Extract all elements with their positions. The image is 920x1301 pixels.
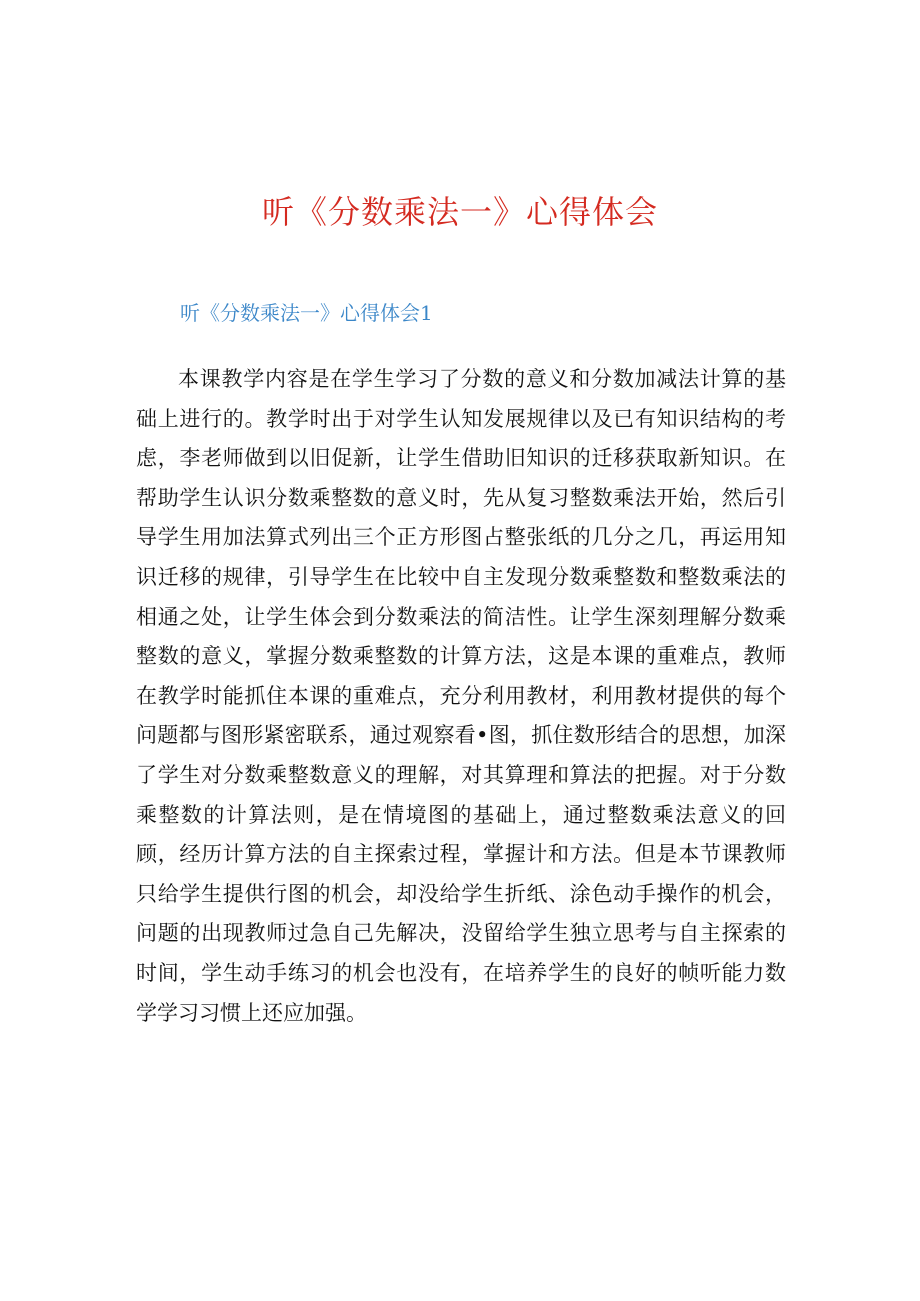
body-paragraph: 本课教学内容是在学生学习了分数的意义和分数加减法计算的基础上进行的。教学时出于对学生认知发展规律以及已有知识结构的考虑，李老师做到以旧促新，让学生借助旧知识的迁移获取新知识。在帮助学生认识分数乘整数的意义时，先从复习整数乘法开始，然后引导学生用加法算式列出三个正方形图占整张纸的几分之几，再运用知识迁移的规律，引导学生在比较中自主发现分数乘整数和整数乘法的相通之处，让学生体会到分数乘法的简洁性。让学生深刻理解分数乘整数的意义，掌握分数乘整数的计算方法，这是本课的重难点，教师在教学时能抓住本课的重难点，充分利用教材，利用教材提供的每个问题都与图形紧密联系，通过观察看•图，抓住数形结合的思想，加深了学生对分数乘整数意义的理解，对其算理和算法的把握。对于分数乘整数的计算法则，是在情境图的基础上，通过整数乘法意义的回顾，经历计算方法的自主探索过程，掌握计和方法。但是本节课教师只给学生提供行图的机会，却没给学生折纸、涂色动手操作的机会，问题的出现教师过急自己先解决，没留给学生独立思考与自主探索的时间，学生动手练习的机会也没有，在培养学生的良好的帧听能力数学学习习惯上还应加强。: [136, 367, 786, 1025]
document-title: 听《分数乘法一》心得体会: [261, 193, 658, 231]
section-heading: 听《分数乘法一》心得体会1: [180, 301, 433, 325]
